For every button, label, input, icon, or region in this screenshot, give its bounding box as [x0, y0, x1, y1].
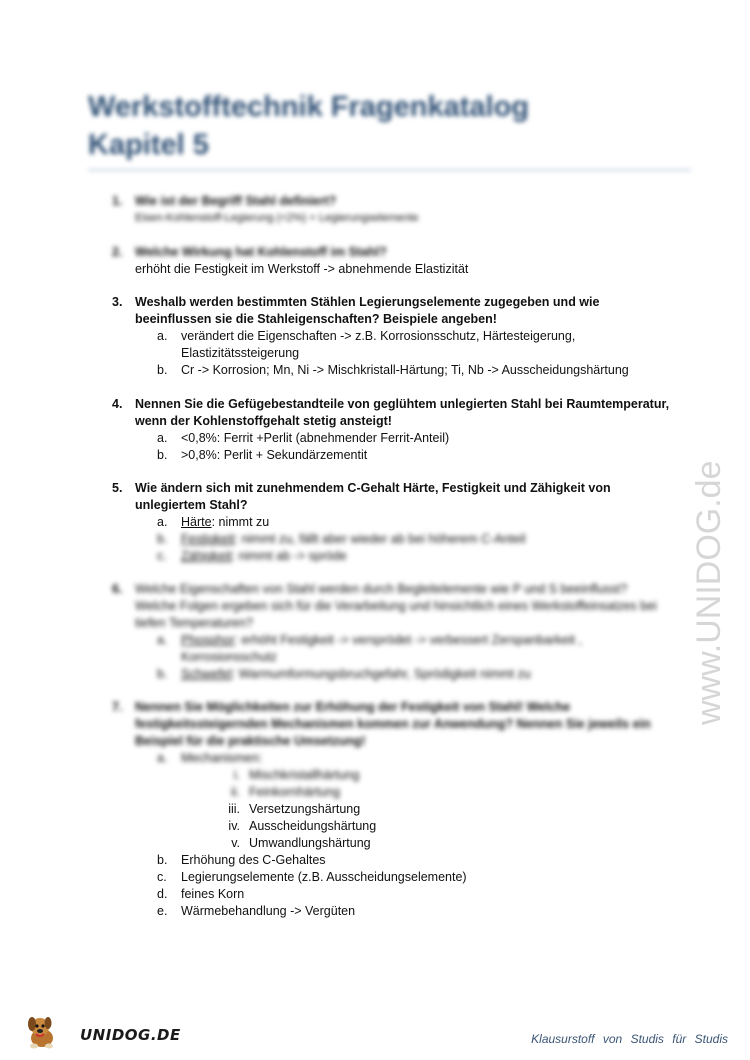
logo-text: UNIDOG.DE — [80, 1026, 181, 1044]
footer-logo — [22, 1014, 181, 1050]
question-text: Weshalb werden bestimmten Stählen Legierungselemente zugegeben und wie beeinflussen sie die Stahleigenschaften? Beispiele angeben! — [135, 295, 600, 326]
mechanism-item — [224, 835, 672, 852]
question-number: 1. — [112, 194, 123, 208]
footer-tagline — [526, 1032, 728, 1046]
question-text: Wie ist der Begriff Stahl definiert? — [135, 194, 337, 208]
item-text: Cr -> Korrosion; Mn, Ni -> Mischkristall-Härtung; Ti, Nb -> Ausscheidungshärtung — [181, 363, 629, 377]
answer-item — [157, 750, 672, 767]
question-number: 4. — [112, 397, 123, 411]
tagline-word: Klausurstoff — [531, 1032, 595, 1046]
answer-item — [157, 632, 672, 666]
answer-item — [157, 852, 672, 869]
watermark-text: www.UNIDOG.de — [690, 460, 728, 725]
item-marker: b. — [157, 448, 168, 462]
item-text: : nimmt zu, fällt aber wieder ab bei höherem C-Anteil — [234, 532, 526, 546]
item-text: Legierungselemente (z.B. Ausscheidungselemente) — [181, 870, 467, 884]
tagline-word: Studis — [630, 1032, 664, 1046]
item-text: Versetzungshärtung — [249, 802, 361, 816]
item-text: >0,8%: Perlit + Sekundärzementit — [181, 448, 368, 462]
item-text: Wärmebehandlung -> Vergüten — [181, 904, 356, 918]
item-text: Umwandlungshärtung — [249, 836, 371, 850]
answer-item — [157, 869, 672, 886]
question-text: Welche Eigenschaften von Stahl werden durch Begleitelemente wie P und S beeinflusst? Welche Folgen ergeben sich für die Verarbeitung und hinsichtlich eines Werkstoffeinsatzes bei tiefen Temperaturen? — [135, 582, 657, 630]
tagline-word: für — [672, 1032, 687, 1046]
dog-mascot-icon — [22, 1014, 62, 1050]
item-marker: a. — [157, 633, 168, 647]
item-marker: a. — [157, 515, 168, 529]
question-1 — [112, 193, 672, 227]
question-7 — [112, 699, 672, 920]
title-line-1: Werkstofftechnik Fragenkatalog — [88, 91, 530, 123]
item-marker: d. — [157, 887, 168, 901]
item-text: <0,8%: Ferrit +Perlit (abnehmender Ferrit-Anteil) — [181, 431, 450, 445]
watermark-graphic — [690, 285, 730, 735]
answer-item — [157, 666, 672, 683]
title-line-2: Kapitel 5 — [88, 129, 209, 161]
question-4 — [112, 396, 672, 464]
item-marker: v. — [231, 836, 240, 850]
question-text: Nennen Sie die Gefügebestandteile von geglühtem unlegierten Stahl bei Raumtemperatur, wenn der Kohlenstoffgehalt stetig ansteigt! — [135, 397, 670, 428]
item-text: : Warmumformungsbruchgefahr, Sprödigkeit nimmt zu — [231, 667, 531, 681]
question-5 — [112, 480, 672, 565]
item-text: verändert die Eigenschaften -> z.B. Korrosionsschutz, Härtesteigerung, Elastizitätssteigerung — [181, 329, 576, 360]
item-marker: c. — [157, 870, 167, 884]
item-marker: b. — [157, 667, 168, 681]
answer-item — [157, 548, 672, 565]
answer-item — [157, 328, 672, 362]
question-6 — [112, 581, 672, 683]
question-number: 2. — [112, 245, 123, 259]
mechanism-item — [224, 767, 672, 784]
answer-item — [157, 531, 672, 548]
question-number: 3. — [112, 295, 123, 309]
mechanism-item — [224, 801, 672, 818]
question-2 — [112, 244, 672, 278]
answer-item — [157, 362, 672, 379]
item-term: Phosphor — [181, 633, 235, 647]
mechanism-item — [224, 784, 672, 801]
tagline-word: von — [602, 1032, 623, 1046]
question-text: Nennen Sie Möglichkeiten zur Erhöhung der Festigkeit von Stahl! Welche festigkeitssteigernden Mechanismen kommen zur Anwendung? Nennen Sie jeweils ein Beispiel für die praktische Umsetzung! — [135, 700, 651, 748]
item-marker: b. — [157, 853, 168, 867]
item-marker: c. — [157, 549, 167, 563]
question-number: 6. — [112, 582, 123, 596]
item-term: Härte — [181, 515, 212, 529]
item-term: Zähigkeit — [181, 549, 232, 563]
item-text: : erhöht Festigkeit -> versprödet -> verbessert Zerspanbarkeit , Korrosionsschutz — [181, 633, 582, 664]
page-title — [88, 88, 688, 164]
watermark — [690, 285, 750, 725]
question-number: 7. — [112, 700, 123, 714]
item-text: : nimmt ab -> spröde — [231, 549, 347, 563]
answer-item — [157, 903, 672, 920]
item-marker: b. — [157, 363, 168, 377]
item-marker: e. — [157, 904, 168, 918]
mechanism-item — [224, 818, 672, 835]
question-text: Wie ändern sich mit zunehmendem C-Gehalt Härte, Festigkeit und Zähigkeit von unlegiertem Stahl? — [135, 481, 611, 512]
item-text: Mischkristallhärtung — [249, 768, 360, 782]
mechanisms-label: Mechanismen: — [181, 751, 263, 765]
answer-text: erhöht die Festigkeit im Werkstoff -> abnehmende Elastizität — [135, 262, 469, 276]
item-term: Festigkeit — [181, 532, 235, 546]
item-marker: ii. — [230, 785, 240, 799]
item-text: Feinkornhärtung — [249, 785, 341, 799]
question-3 — [112, 294, 672, 379]
question-text: Welche Wirkung hat Kohlenstoff im Stahl? — [135, 245, 387, 259]
answer-item — [157, 430, 672, 447]
item-text: Ausscheidungshärtung — [249, 819, 377, 833]
tagline-word: Studis — [694, 1032, 728, 1046]
answer-item — [157, 447, 672, 464]
item-text: feines Korn — [181, 887, 245, 901]
answer-text: Eisen-Kohlenstoff-Legierung (<2%) + Legierungselemente — [135, 212, 419, 224]
item-text: Erhöhung des C-Gehaltes — [181, 853, 326, 867]
item-marker: iv. — [228, 819, 240, 833]
question-number: 5. — [112, 481, 123, 495]
item-marker: i. — [233, 768, 240, 782]
item-term: Schwefel — [181, 667, 232, 681]
item-marker: a. — [157, 329, 168, 343]
answer-item — [157, 886, 672, 903]
item-marker: a. — [157, 751, 168, 765]
item-marker: a. — [157, 431, 168, 445]
title-divider — [88, 169, 691, 171]
item-marker: iii. — [228, 802, 240, 816]
answer-item — [157, 514, 672, 531]
item-marker: b. — [157, 532, 168, 546]
item-text: : nimmt zu — [211, 515, 270, 529]
